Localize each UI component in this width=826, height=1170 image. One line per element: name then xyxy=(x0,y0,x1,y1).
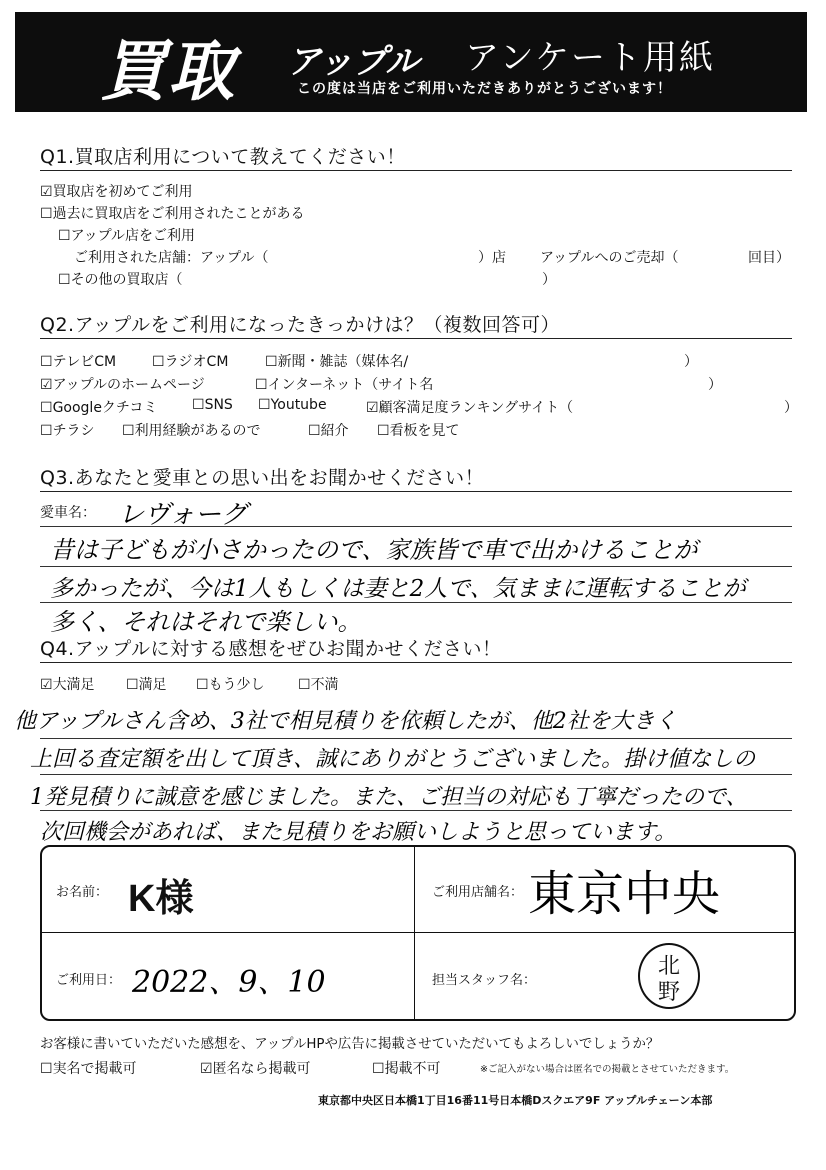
answer-rule xyxy=(40,566,792,567)
stamp-char-top: 北 xyxy=(658,954,681,979)
checkbox-icon[interactable]: ☐ xyxy=(255,377,268,393)
impression-line-3: 1発見積りに誠意を感じました。また、ご担当の対応も丁寧だったので、 xyxy=(30,785,748,810)
checkbox-icon[interactable]: ☐ xyxy=(58,228,71,244)
memory-line-1: 昔は子どもが小さかったので、家族皆で車で出かけることが xyxy=(50,536,698,564)
q2-option-internet[interactable]: ☐インターネット（サイト名 xyxy=(255,377,434,393)
q2-option-google[interactable]: ☐Googleクチコミ xyxy=(40,400,158,416)
consent-real-name[interactable]: ☐実名で掲載可 xyxy=(40,1061,137,1077)
date-label: ご利用日： xyxy=(56,973,122,988)
q1-store-label: ご利用された店舗：アップル（ xyxy=(74,250,269,266)
checkbox-icon[interactable]: ☐ xyxy=(40,354,53,370)
q2-option-newspaper[interactable]: ☐新聞・雑誌（媒体名/ xyxy=(265,354,409,370)
impression-line-4: 次回機会があれば、また見積りをお願いしようと思っています。 xyxy=(40,820,677,845)
q2-option-ranking[interactable]: ☑顧客満足度ランキングサイト（ xyxy=(366,400,574,416)
q4-option-dissatisfied[interactable]: ☐不満 xyxy=(298,677,339,693)
q1-option-other[interactable]: ☐その他の買取店（ xyxy=(58,272,183,288)
answer-rule xyxy=(40,738,792,739)
car-name-handwritten: レヴォーグ xyxy=(118,500,247,530)
q1-option-first-time[interactable]: ☑買取店を初めてご利用 xyxy=(40,184,193,200)
q1-store-suffix: ）店 xyxy=(478,250,506,266)
q2-option-tv[interactable]: ☐テレビCM xyxy=(40,354,117,370)
checkbox-icon[interactable]: ☐ xyxy=(298,677,311,693)
q2-option-radio[interactable]: ☐ラジオCM xyxy=(152,354,229,370)
q2-option-referral[interactable]: ☐紹介 xyxy=(308,423,349,439)
checkbox-checked-icon[interactable]: ☑ xyxy=(200,1061,213,1077)
q2-divider xyxy=(40,338,792,339)
apple-logo: アップル xyxy=(287,42,420,82)
checkbox-icon[interactable]: ☐ xyxy=(40,400,53,416)
checkbox-icon[interactable]: ☐ xyxy=(192,397,205,413)
staff-label: 担当スタッフ名： xyxy=(432,973,537,988)
checkbox-icon[interactable]: ☐ xyxy=(377,423,390,439)
q2-close-paren: ） xyxy=(708,377,722,393)
q4-divider xyxy=(40,662,792,663)
q2-heading: Q2.アップルをご利用になったきっかけは？（複数回答可） xyxy=(40,314,560,336)
checkbox-icon[interactable]: ☐ xyxy=(58,272,71,288)
visit-date-handwritten: 2022、9、10 xyxy=(132,965,326,1000)
consent-question: お客様に書いていただいた感想を、アップルHPや広告に掲載させていただいてもよろしいでしょうか？ xyxy=(40,1037,660,1052)
checkbox-checked-icon[interactable]: ☑ xyxy=(366,400,379,416)
q1-count-suffix: 回目） xyxy=(748,250,790,266)
checkbox-checked-icon[interactable]: ☑ xyxy=(40,184,53,200)
checkbox-icon[interactable]: ☐ xyxy=(40,1061,53,1077)
checkbox-icon[interactable]: ☐ xyxy=(308,423,321,439)
memory-line-2: 多かったが、今は1人もしくは妻と2人で、気ままに運転することが xyxy=(50,576,746,602)
checkbox-icon[interactable]: ☐ xyxy=(126,677,139,693)
memory-line-3: 多く、それはそれで楽しい。 xyxy=(50,608,362,636)
checkbox-icon[interactable]: ☐ xyxy=(196,677,209,693)
customer-name: K様 xyxy=(128,878,194,920)
car-name-label: 愛車名： xyxy=(40,505,96,521)
q2-option-homepage[interactable]: ☑アップルのホームページ xyxy=(40,377,205,393)
q4-heading: Q4.アップルに対する感想をぜひお聞かせください！ xyxy=(40,638,502,660)
survey-title: アンケート用紙 xyxy=(465,38,715,78)
q4-option-fair[interactable]: ☐もう少し xyxy=(196,677,265,693)
thanks-subtitle: この度は当店をご利用いただきありがとうございます！ xyxy=(297,81,672,97)
q3-heading: Q3.あなたと愛車との思い出をお聞かせください！ xyxy=(40,467,485,489)
checkbox-checked-icon[interactable]: ☑ xyxy=(40,377,53,393)
checkbox-icon[interactable]: ☐ xyxy=(265,354,278,370)
q2-close-paren: ） xyxy=(684,354,698,370)
q1-heading: Q1.買取店利用について教えてください！ xyxy=(40,146,406,168)
checkbox-icon[interactable]: ☐ xyxy=(40,206,53,222)
checkbox-checked-icon[interactable]: ☑ xyxy=(40,677,53,693)
header-banner xyxy=(15,12,807,112)
staff-seal-stamp xyxy=(638,943,700,1009)
checkbox-icon[interactable]: ☐ xyxy=(40,423,53,439)
q3-divider xyxy=(40,491,792,492)
q2-close-paren: ） xyxy=(784,400,798,416)
buyback-title: 買取 xyxy=(100,33,236,110)
q2-option-experience[interactable]: ☐利用経験があるので xyxy=(122,423,261,439)
q1-option-used-before[interactable]: ☐過去に買取店をご利用されたことがある xyxy=(40,206,305,222)
q2-option-flyer[interactable]: ☐チラシ xyxy=(40,423,95,439)
q2-option-sns[interactable]: ☐SNS xyxy=(192,397,233,413)
answer-rule xyxy=(40,774,792,775)
answer-rule xyxy=(40,526,792,527)
stamp-char-bottom: 野 xyxy=(658,980,681,1005)
q2-option-youtube[interactable]: ☐Youtube xyxy=(258,397,327,413)
box-divider-vertical xyxy=(414,847,415,1019)
checkbox-icon[interactable]: ☐ xyxy=(258,397,271,413)
consent-note: ※ご記入がない場合は匿名での掲載とさせていただきます。 xyxy=(480,1064,735,1075)
store-name-handwritten: 東京中央 xyxy=(528,866,721,922)
q1-other-close: ） xyxy=(542,272,556,288)
customer-info-box xyxy=(40,845,796,1021)
checkbox-icon[interactable]: ☐ xyxy=(122,423,135,439)
q4-option-very-satisfied[interactable]: ☑大満足 xyxy=(40,677,95,693)
impression-line-1: 他アップルさん含め、3社で相見積りを依頼したが、他2社を大きく xyxy=(14,709,677,734)
q1-option-apple-store[interactable]: ☐アップル店をご利用 xyxy=(58,228,196,244)
store-name-label: ご利用店舗名： xyxy=(432,885,524,900)
q1-divider xyxy=(40,170,792,171)
checkbox-icon[interactable]: ☐ xyxy=(152,354,165,370)
consent-not-allowed[interactable]: ☐掲載不可 xyxy=(372,1061,441,1077)
checkbox-icon[interactable]: ☐ xyxy=(372,1061,385,1077)
consent-anonymous[interactable]: ☑匿名なら掲載可 xyxy=(200,1061,311,1077)
q4-option-satisfied[interactable]: ☐満足 xyxy=(126,677,167,693)
box-divider-horizontal xyxy=(42,932,794,933)
footer-address: 東京都中央区日本橋1丁目16番11号日本橋Dスクエア9F アップルチェーン本部 xyxy=(318,1094,713,1107)
name-label: お名前： xyxy=(56,885,109,900)
q1-count-label: アップルへのご売却（ xyxy=(540,250,679,266)
impression-line-2: 上回る査定額を出して頂き、誠にありがとうございました。掛け値なしの xyxy=(30,747,756,772)
q2-option-signboard[interactable]: ☐看板を見て xyxy=(377,423,460,439)
